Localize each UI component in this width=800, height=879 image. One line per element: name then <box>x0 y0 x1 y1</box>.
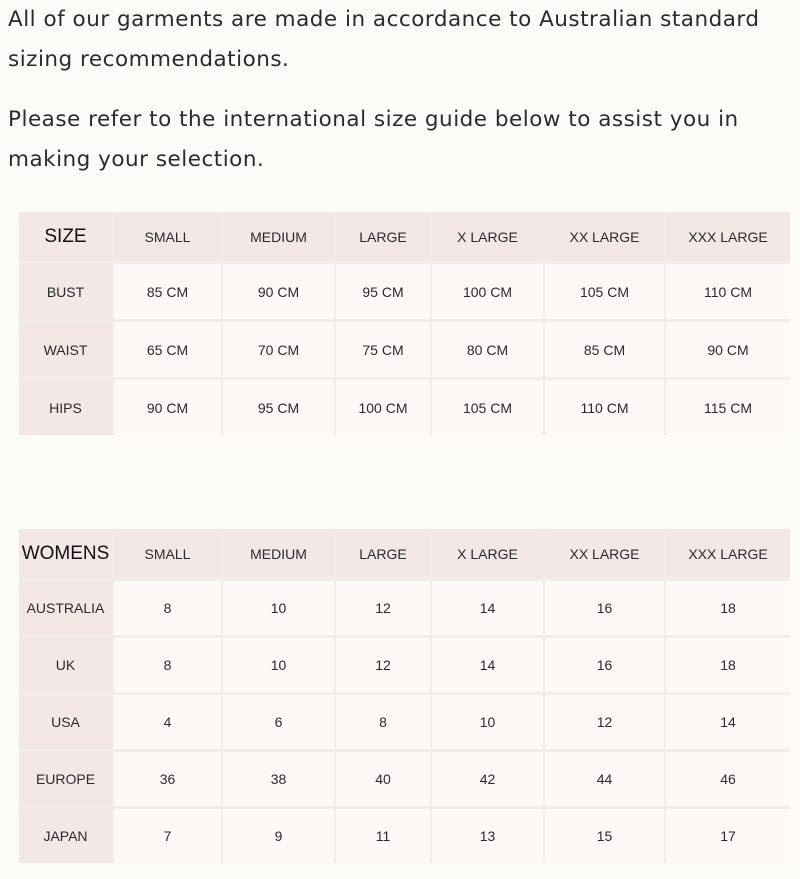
table-row-japan <box>19 809 790 863</box>
row-label-waist: WAIST <box>19 322 114 380</box>
table-cell: 17 <box>666 809 790 863</box>
table-cell: 42 <box>432 752 545 809</box>
womens-header-cell: WOMENS <box>19 529 114 581</box>
table-cell: 8 <box>336 695 432 752</box>
table-row-uk <box>19 638 790 695</box>
table-cell: 75 CM <box>336 322 432 380</box>
table-cell: 12 <box>545 695 666 752</box>
table-row-usa <box>19 695 790 752</box>
table-cell: 80 CM <box>432 322 545 380</box>
table-cell: 70 CM <box>223 322 336 380</box>
column-header-medium: MEDIUM <box>223 212 336 264</box>
column-header-large: LARGE <box>336 529 432 581</box>
table-cell: 8 <box>114 581 223 638</box>
size-header-cell: SIZE <box>19 212 114 264</box>
table-cell: 18 <box>666 581 790 638</box>
table-row-australia <box>19 581 790 638</box>
table-cell: 15 <box>545 809 666 863</box>
table-cell: 11 <box>336 809 432 863</box>
column-header-small: SMALL <box>114 529 223 581</box>
table-cell: 65 CM <box>114 322 223 380</box>
column-header-small: SMALL <box>114 212 223 264</box>
intro-text <box>8 0 798 179</box>
table-cell: 100 CM <box>336 380 432 435</box>
table-cell: 110 CM <box>545 380 666 435</box>
table-cell: 38 <box>223 752 336 809</box>
table-cell: 95 CM <box>223 380 336 435</box>
column-header-large: LARGE <box>336 212 432 264</box>
table-header-row <box>19 212 790 264</box>
womens-international-size-table <box>19 529 790 863</box>
table-cell: 12 <box>336 638 432 695</box>
table-cell: 18 <box>666 638 790 695</box>
table-row-europe <box>19 752 790 809</box>
table-cell: 16 <box>545 581 666 638</box>
table-cell: 115 CM <box>666 380 790 435</box>
table-cell: 90 CM <box>223 264 336 322</box>
table-cell: 40 <box>336 752 432 809</box>
table-cell: 16 <box>545 638 666 695</box>
table-cell: 13 <box>432 809 545 863</box>
table-row-bust <box>19 264 790 322</box>
table-cell: 4 <box>114 695 223 752</box>
column-header-xx-large: XX LARGE <box>545 529 666 581</box>
table-cell: 14 <box>432 638 545 695</box>
intro-paragraph-size-guide: Please refer to the international size guide below to assist you in making your selection. <box>8 107 739 172</box>
table-cell: 14 <box>432 581 545 638</box>
table-cell: 44 <box>545 752 666 809</box>
table-cell: 100 CM <box>432 264 545 322</box>
row-label-hips: HIPS <box>19 380 114 435</box>
column-header-xxx-large: XXX LARGE <box>666 212 790 264</box>
table-cell: 10 <box>223 638 336 695</box>
column-header-x-large: X LARGE <box>432 529 545 581</box>
table-cell: 10 <box>432 695 545 752</box>
table-cell: 6 <box>223 695 336 752</box>
table-cell: 46 <box>666 752 790 809</box>
table-row-hips <box>19 380 790 435</box>
column-header-xxx-large: XXX LARGE <box>666 529 790 581</box>
intro-paragraph-garments: All of our garments are made in accordance to Australian standard sizing recommendations. <box>8 7 760 72</box>
table-cell: 14 <box>666 695 790 752</box>
table-cell: 110 CM <box>666 264 790 322</box>
row-label-australia: AUSTRALIA <box>19 581 114 638</box>
table-cell: 95 CM <box>336 264 432 322</box>
row-label-bust: BUST <box>19 264 114 322</box>
table-row-waist <box>19 322 790 380</box>
table-cell: 90 CM <box>114 380 223 435</box>
table-cell: 7 <box>114 809 223 863</box>
table-cell: 105 CM <box>545 264 666 322</box>
column-header-medium: MEDIUM <box>223 529 336 581</box>
row-label-uk: UK <box>19 638 114 695</box>
table-cell: 10 <box>223 581 336 638</box>
row-label-usa: USA <box>19 695 114 752</box>
table-cell: 8 <box>114 638 223 695</box>
table-cell: 12 <box>336 581 432 638</box>
measurements-size-table <box>19 212 790 435</box>
table-cell: 9 <box>223 809 336 863</box>
table-cell: 36 <box>114 752 223 809</box>
row-label-europe: EUROPE <box>19 752 114 809</box>
column-header-x-large: X LARGE <box>432 212 545 264</box>
table-cell: 85 CM <box>545 322 666 380</box>
column-header-xx-large: XX LARGE <box>545 212 666 264</box>
table-header-row <box>19 529 790 581</box>
table-cell: 85 CM <box>114 264 223 322</box>
table-cell: 90 CM <box>666 322 790 380</box>
table-cell: 105 CM <box>432 380 545 435</box>
row-label-japan: JAPAN <box>19 809 114 863</box>
